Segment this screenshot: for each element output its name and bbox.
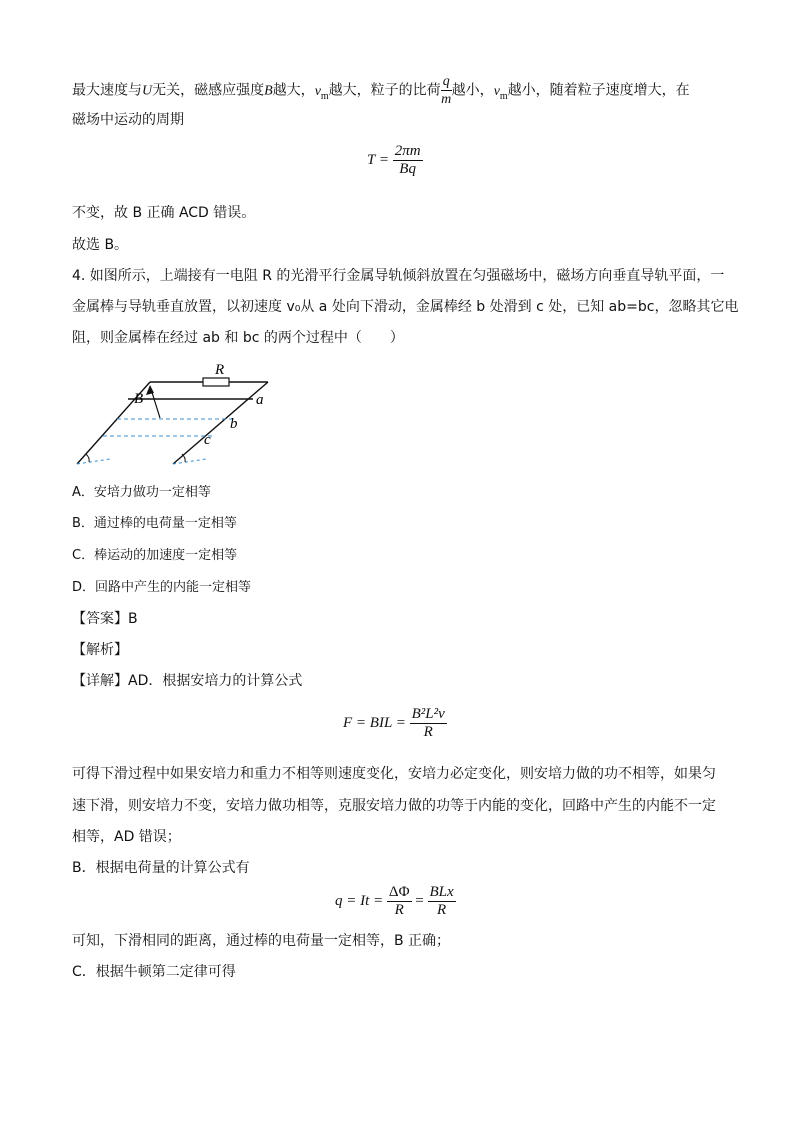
text-line: 可知，下滑相同的距离，通过棒的电荷量一定相等，B 正确；	[72, 933, 451, 949]
text-line: 速下滑，则安培力不变，安培力做功相等，克服安培力做的功等于内能的变化，回路中产生的内能不一定	[72, 798, 716, 814]
text-span: 越小，	[451, 82, 494, 99]
question-text: 阻，则金属棒在经过 ab 和 bc 的两个过程中（ ）	[72, 330, 404, 346]
option-d: D．回路中产生的内能一定相等	[72, 580, 252, 595]
text-line: 故选 B。	[72, 237, 129, 253]
resistor-symbol	[203, 378, 229, 386]
formula-ampere-force: F = BIL = $\frac{\text{B²L²v}}{R}$	[343, 706, 445, 740]
analysis-label: 【解析】	[72, 642, 128, 658]
text-line: C．根据牛顿第二定律可得	[72, 964, 236, 980]
symbol-vm: $v_m$	[493, 83, 508, 102]
text-line: 不变，故 B 正确 ACD 错误。	[72, 205, 256, 221]
label-b: b	[230, 416, 238, 432]
text-span: 越大，	[272, 82, 315, 99]
symbol-U: U	[142, 83, 153, 99]
symbol-vm: $v_m$	[314, 83, 329, 102]
formula-charge: q = It = $\frac{\Delta\Phi}{R}$ = $\frac{\text{BLx}}{R}$	[335, 884, 454, 918]
label-R: R	[215, 362, 225, 378]
detail-line: 【详解】AD．根据安培力的计算公式	[72, 673, 303, 689]
text-line: 相等，AD 错误；	[72, 829, 181, 845]
incline-rail-diagram	[70, 358, 280, 470]
text-line: 磁场中运动的周期	[72, 112, 184, 128]
question-text: 金属棒与导轨垂直放置，以初速度 v₀从 a 处向下滑动，金属棒经 b 处滑到 c 处，已知 ab=bc，忽略其它电	[72, 299, 739, 315]
fraction-q-over-m: $\frac{q}{m}$	[441, 74, 452, 107]
option-b: B．通过棒的电荷量一定相等	[72, 516, 237, 531]
text-span: 越小，随着粒子速度增大，在	[507, 82, 690, 99]
text-line: 可得下滑过程中如果安培力和重力不相等则速度变化，安培力必定变化，则安培力做的功不相等，如果匀	[72, 766, 716, 782]
option-a: A．安培力做功一定相等	[72, 485, 211, 500]
formula-period: T = $\frac{2\pi m}{Bq}$	[367, 143, 421, 177]
text-span: 越大，粒子的比荷	[328, 82, 441, 99]
text-span: 无关，磁感应强度	[152, 82, 265, 99]
label-a: a	[256, 392, 264, 408]
question-text: 4. 如图所示，上端接有一电阻 R 的光滑平行金属导轨倾斜放置在匀强磁场中，磁场方向垂直导轨平面，一	[72, 268, 725, 284]
text-span: 最大速度与	[72, 82, 142, 99]
label-c: c	[204, 432, 211, 448]
symbol-B: B	[264, 83, 273, 99]
text-line: B．根据电荷量的计算公式有	[72, 860, 250, 876]
option-c: C．棒运动的加速度一定相等	[72, 548, 238, 563]
answer-label: 【答案】B	[72, 611, 138, 627]
label-B: B	[134, 391, 144, 407]
text-line	[72, 73, 690, 108]
